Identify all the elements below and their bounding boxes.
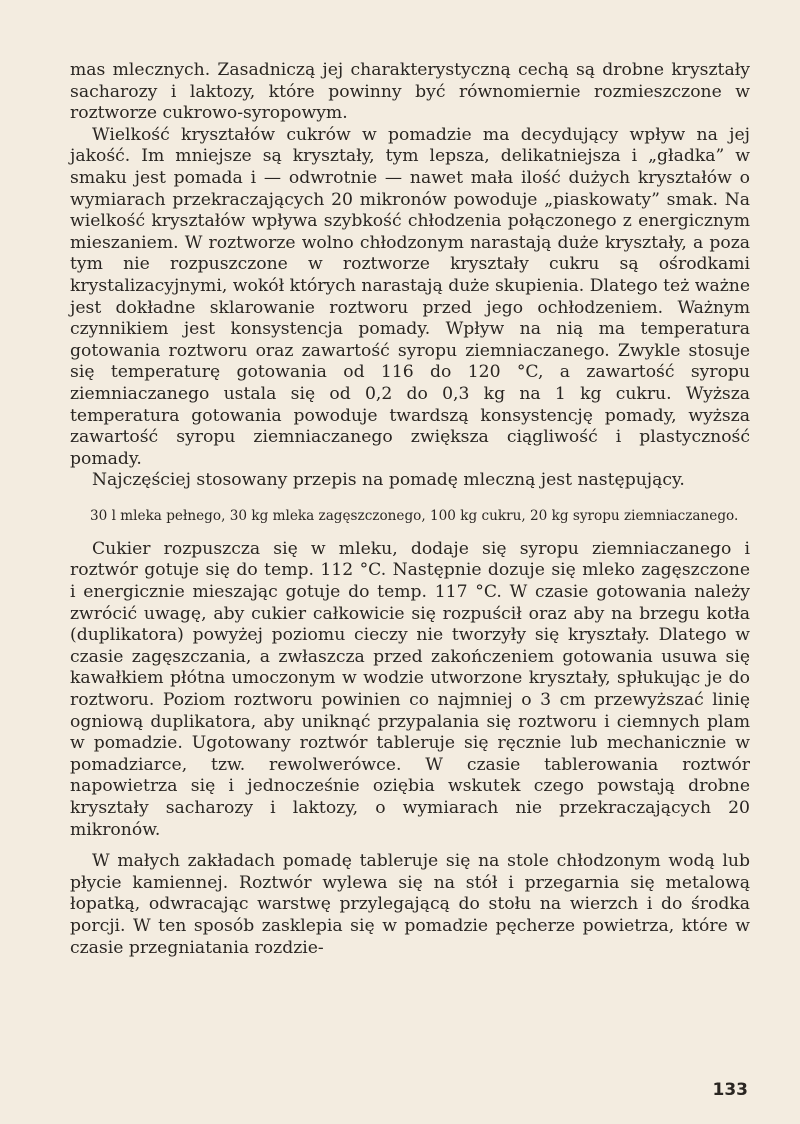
paragraph-4: Cukier rozpuszcza się w mleku, dodaje się syropu ziemniaczanego i roztwór gotuje się do temp. 112 °C. Następnie dozuje się mleko zagęszczone i energicznie mieszając gotuje do temp. 117 °C. W czasie gotowania należy zwrócić uwagę, aby cukier całkowicie się rozpuścił oraz aby na brzegu kotła (duplikatora) powyżej poziomu cieczy nie tworzyły się kryształy. Dlatego w czasie zagęszczania, a zwłaszcza przed zakończeniem gotowania usuwa się kawałkiem płótna umoczonym w wodzie utworzone kryształy, spłukując je do roztworu. Poziom roztworu powinien co najmniej o 3 cm przewyższać linię ogniową duplikatora, aby uniknąć przypalania się roztworu i ciemnych plam w pomadzie. Ugotowany roztwór tableruje się ręcznie lub mechanicznie w pomadziarce, tzw. rewolwerówce. W czasie tablerowania roztwór napowietrza się i jednocześnie oziębia wskutek czego powstają drobne kryształy sacharozy i laktozy, o wymiarach nie przekraczających 20 mikronów.: [70, 538, 750, 840]
paragraph-3: Najczęściej stosowany przepis na pomadę mleczną jest następujący.: [92, 470, 685, 491]
paragraph-5: W małych zakładach pomadę tableruje się na stole chłodzonym wodą lub płycie kamiennej. Roztwór wylewa się na stół i przegarnia się metalową łopatką, odwracając warstwę przylegającą do stołu na wierzch i do środka porcji. W ten sposób zasklepia się w pomadzie pęcherze powietrza, które w czasie przegniatania rozdzie-: [70, 851, 750, 958]
paragraph-2: Wielkość kryształów cukrów w pomadzie ma decydujący wpływ na jej jakość. Im mniejsze są kryształy, tym lepsza, delikatniejsza i „gładka” w smaku jest pomada i — odwrotnie — nawet mała ilość dużych kryształów o wymiarach przekraczających 20 mikronów powoduje „piaskowaty” smak. Na wielkość kryształów wpływa szybkość chłodzenia połączonego z energicznym mieszaniem. W roztworze wolno chłodzonym narastają duże kryształy, a poza tym nie rozpuszczone w roztworze kryształy cukru są ośrodkami krystalizacyjnymi, wokół których narastają duże skupienia. Dlatego też ważne jest dokładne sklarowanie roztworu przed jego ochłodzeniem. Ważnym czynnikiem jest konsystencja pomady. Wpływ na nią ma temperatura gotowania roztworu oraz zawartość syropu ziemniaczanego. Zwykle stosuje się temperaturę gotowania od 116 do 120 °C, a zawartość syropu ziemniaczanego ustala się od 0,2 do 0,3 kg na 1 kg cukru. Wyższa temperatura gotowania powoduje twardszą konsystencję pomady, wyższa zawartość syropu ziemniaczanego zwiększa ciągliwość i plastyczność pomady.: [70, 124, 750, 469]
page-number: 133: [712, 1080, 748, 1100]
recipe-ingredients: 30 l mleka pełnego, 30 kg mleka zagęszczonego, 100 kg cukru, 20 kg syropu ziemniaczanego.: [90, 507, 739, 524]
paragraph-1: mas mlecznych. Zasadniczą jej charakterystyczną cechą są drobne kryształy sacharozy i laktozy, które powinny być równomiernie rozmieszczone w roztworze cukrowo-syropowym.: [70, 60, 750, 124]
